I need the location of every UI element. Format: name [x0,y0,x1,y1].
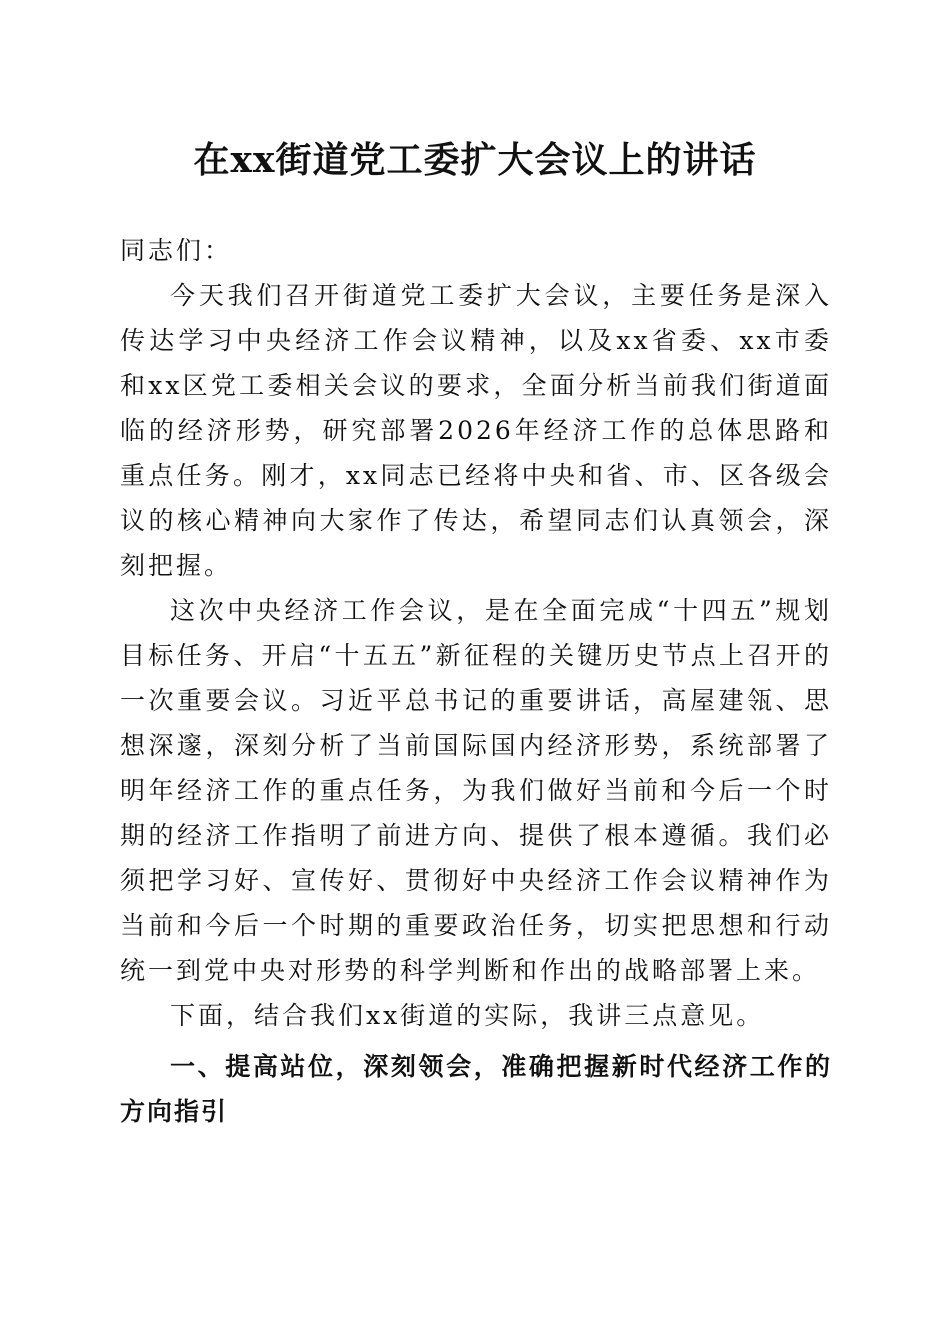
paragraph-transition: 下面，结合我们xx街道的实际，我讲三点意见。 [170,1001,765,1030]
salutation: 同志们： [120,236,233,265]
paragraph-meeting-significance: 这次中央经济工作会议，是在全面完成“十四五”规划目标任务、开启“十五五”新征程的关键历史节点上召开的一次重要会议。习近平总书记的重要讲话，高屋建瓴、思想深邃，深刻分析了当前国际国内经济形势，系统部署了明年经济工作的重点任务，为我们做好当前和今后一个时期的经济工作指明了前进方向、提供了根本遵循。我们必须把学习好、宣传好、贯彻好中央经济工作会议精神作为当前和今后一个时期的重要政治任务，切实把思想和行动统一到党中央对形势的科学判断和作出的战略部署上来。 [120,596,832,985]
document-body [120,228,832,1134]
paragraph-opening: 今天我们召开街道党工委扩大会议，主要任务是深入传达学习中央经济工作会议精神，以及xx省委、xx市委和xx区党工委相关会议的要求，全面分析当前我们街道面临的经济形势，研究部署2026年经济工作的总体思路和重点任务。刚才，xx同志已经将中央和省、市、区各级会议的核心精神向大家作了传达，希望同志们认真领会，深刻把握。 [120,281,832,580]
section-heading-one: 一、提高站位，深刻领会，准确把握新时代经济工作的方向指引 [120,1052,832,1126]
document-title: 在xx街道党工委扩大会议上的讲话 [193,139,757,181]
